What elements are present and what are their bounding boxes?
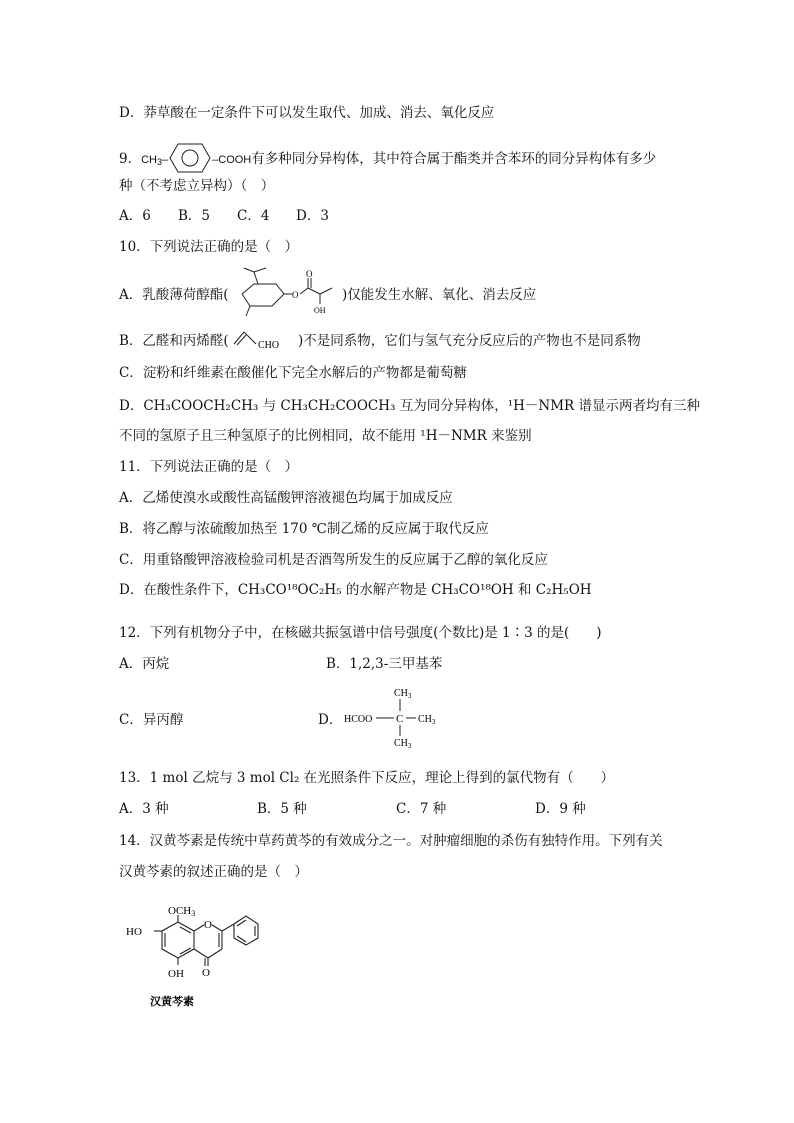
svg-text:CH3: $CH_3$: [394, 738, 412, 750]
q10-option-d-line2: 不同的氢原子且三种氢原子的比例相同，故不能用 ¹H－NMR 来鉴别: [119, 428, 532, 444]
q13-option-d: D．9 种: [535, 801, 586, 817]
q11-option-d: D．在酸性条件下，CH₃CO¹⁸OC₂H₅ 的水解产物是 CH₃CO¹⁸OH 和 C₂H₅OH: [119, 582, 592, 598]
q9-number: 9．: [119, 151, 142, 167]
q10-stem: 10．下列说法正确的是（ ）: [119, 239, 299, 255]
q14-stem-line1: 14．汉黄芩素是传统中草药黄芩的有效成分之一。对肿瘤细胞的杀伤有独特作用。下列有关: [119, 833, 663, 849]
q10-option-a-suffix: )仅能发生水解、氧化、消去反应: [342, 287, 537, 303]
q12-option-d: D．: [318, 712, 343, 728]
svg-text:OH: OH: [314, 306, 326, 315]
q11-stem: 11．下列说法正确的是（ ）: [119, 459, 299, 475]
svg-text:OH: OH: [168, 968, 184, 980]
q8-option-d: D．莽草酸在一定条件下可以发生取代、加成、消去、氧化反应: [119, 105, 495, 121]
wogonin-structure: [120, 902, 280, 1014]
q12-option-b: B．1,2,3-三甲基苯: [326, 656, 443, 672]
svg-text:CHO: CHO: [258, 340, 280, 351]
q10-option-d-line1: D．CH₃COOCH₂CH₃ 与 CH₃CH₂COOCH₃ 互为同分异构体，¹H－NMR 谱显示两者均有三种: [119, 398, 700, 414]
q13-option-b: B．5 种: [257, 801, 307, 817]
svg-text:O: O: [292, 290, 299, 300]
q9-option-c: C．4: [237, 208, 270, 224]
svg-text:O: O: [204, 919, 212, 931]
q13-option-a: A．3 种: [119, 801, 169, 817]
q14-stem-line2: 汉黄芩素的叙述正确的是（ ）: [119, 864, 308, 880]
svg-text:CH3: $CH_3$: [394, 688, 412, 700]
q9-option-d: D．3: [296, 208, 329, 224]
q12-stem: 12．下列有机物分子中，在核磁共振氢谱中信号强度(个数比)是 1∶3 的是( ): [119, 625, 602, 641]
q9-stem2: 种（不考虑立异构）（ ）: [119, 178, 275, 194]
acrolein-structure: [230, 326, 300, 354]
menthyl-lactate-structure: [236, 266, 348, 318]
benzene-ring-structure: [168, 141, 212, 175]
q13-stem: 13．1 mol 乙烷与 3 mol Cl₂ 在光照条件下反应，理论上得到的氯代物有（ ）: [119, 770, 615, 786]
svg-text:HO: HO: [126, 926, 142, 938]
q12-option-c: C．异丙醇: [119, 712, 184, 728]
q10-option-a-prefix: A．乳酸薄荷醇酯(: [119, 287, 229, 303]
q13-option-c: C．7 种: [396, 801, 447, 817]
svg-text:CH3: $CH_3$: [418, 714, 436, 726]
q11-option-b: B．将乙醇与浓硫酸加热至 170 ℃制乙烯的反应属于取代反应: [119, 521, 489, 537]
q11-option-a: A．乙烯使溴水或酸性高锰酸钾溶液褪色均属于加成反应: [119, 490, 453, 506]
svg-text:O: O: [202, 967, 210, 979]
svg-text:HCOO: HCOO: [344, 714, 373, 725]
q9-line1: [119, 141, 656, 175]
q9-ch3: $CH_3-$: [141, 154, 169, 167]
svg-text:C: C: [396, 713, 404, 725]
q12-option-a: A．丙烷: [119, 656, 170, 672]
svg-text:OCH3: OCH3: [168, 905, 196, 918]
q9-cooh: –COOH: [212, 154, 252, 166]
tert-butyl-formate-structure: [342, 684, 448, 750]
q10-option-c: C．淀粉和纤维素在酸催化下完全水解后的产物都是葡萄糖: [119, 365, 467, 381]
q10-option-b-suffix: )不是同系物，它们与氢气充分反应后的产物也不是同系物: [298, 333, 641, 349]
q9-option-a: A．6: [119, 208, 151, 224]
q10-option-b-prefix: B．乙醛和丙烯醛(: [119, 333, 229, 349]
q11-option-c: C．用重铬酸钾溶液检验司机是否酒驾所发生的反应属于乙醇的氧化反应: [119, 552, 548, 568]
svg-text:O: O: [306, 269, 313, 279]
q9-stem1: 有多种同分异构体，其中符合属于酯类并含苯环的同分异构体有多少: [251, 151, 657, 167]
wogonin-caption: 汉黄芩素: [150, 996, 194, 1008]
q9-option-b: B．5: [178, 208, 211, 224]
